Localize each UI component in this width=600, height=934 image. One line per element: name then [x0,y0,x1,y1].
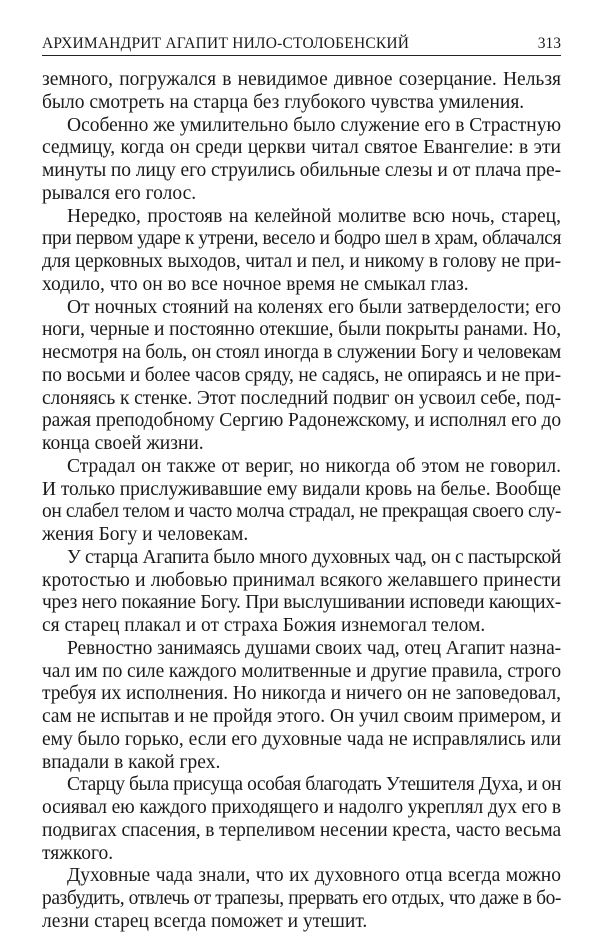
text-line: Особенно же умилительно было служение его в Страстную [67,114,561,136]
text-line: минуты по лицу его струились обильные слезы и от плача пре- [42,160,561,181]
text-line: слоняясь к стенке. Этот последний подвиг он усвоил себе, под- [42,387,561,409]
text-line: Нередко, простояв на келейной молитве всю ночь, старец, [67,205,561,227]
text-line: ходило, что он во все ночное время не смыкал глаз. [42,273,469,295]
text-line: ся старец плакал и от страха Божия изнемогал телом. [42,615,486,636]
running-header [42,33,561,56]
text-line: ноги, черные и постоянно отекшие, были покрыты ранами. Но, [42,319,561,341]
text-line: было смотреть на старца без глубокого чувства умиления. [42,91,525,113]
text-line: седмицу, когда он среди церкви читал святое Евангелие: в эти [42,137,561,159]
text-line: для церковных выходов, читал и пел, и никому в голову не при- [42,251,561,272]
paragraph [42,69,561,115]
page-body [42,69,561,934]
text-line: земного, погружался в невидимое дивное созерцание. Нельзя [42,69,561,90]
text-line: требуя их исполнения. Но никогда и ничего он не заповедовал, [42,683,561,705]
text-line: чал им по силе каждого молитвенные и другие правила, строго [42,660,561,682]
text-line: Страдал он также от вериг, но никогда об этом не говорил. [67,455,561,477]
paragraph [42,297,561,456]
text-line: Ревностно занимаясь душами своих чад, отец Агапит назна- [67,637,561,659]
paragraph [42,115,561,206]
text-line: жения Богу и человекам. [42,524,249,545]
text-line: тяжкого. [42,842,114,864]
text-line: конца своей жизни. [42,433,204,454]
text-line: Старцу была присуща особая благодать Утешителя Духа, и он [67,774,561,796]
text-line: при первом ударе к утрени, весело и бодро шел в храм, облачался [42,228,561,250]
text-line: осиявал ею каждого приходящего и надолго укреплял дух его в [42,797,561,818]
running-title: АРХИМАНДРИТ АГАПИТ НИЛО-СТОЛОБЕНСКИЙ [42,35,410,52]
text-line: рывался его голос. [42,182,197,204]
text-line: сам не испытав и не пройдя этого. Он учил своим примером, и [42,706,561,727]
paragraph [42,206,561,297]
text-line: ражая преподобному Сергию Радонежскому, и исполнял его до [42,410,562,432]
paragraph [42,547,561,638]
text-line: ему было горько, если его духовные чада не исправлялись или [42,728,561,750]
page-number: 313 [537,35,561,52]
paragraph [42,456,561,547]
text-line: по восьми и более часов сряду, не садясь, не опираясь и не при- [42,364,561,386]
text-line: И только прислуживавшие ему видали кровь на белье. Вообще [42,478,561,500]
text-line: несмотря на боль, он стоял иногда в служении Богу и человекам [42,342,561,363]
text-line: лезни старец всегда поможет и утешит. [42,910,368,932]
paragraph [42,638,561,775]
paragraph [42,774,561,865]
text-line: У старца Агапита было много духовных чад, он с пастырской [67,546,561,568]
text-line: кротостью и любовью принимал всякого желавшего принести [42,569,561,591]
text-line: впадали в какой грех. [42,751,221,773]
paragraph [42,865,561,933]
text-line: Духовные чада знали, что их духовного отца всегда можно [67,865,561,887]
text-line: подвигах спасения, в терпеливом несении креста, часто весьма [42,819,561,841]
text-line: он слабел телом и часто молча страдал, не прекращая своего слу- [42,501,561,523]
text-line: От ночных стояний на коленях его были затверделости; его [67,296,561,318]
text-line: чрез него покаяние Богу. При выслушивании исповеди кающих- [42,592,561,614]
text-line: разбудить, отвлечь от трапезы, прервать его отдых, что даже в бо- [42,888,561,909]
